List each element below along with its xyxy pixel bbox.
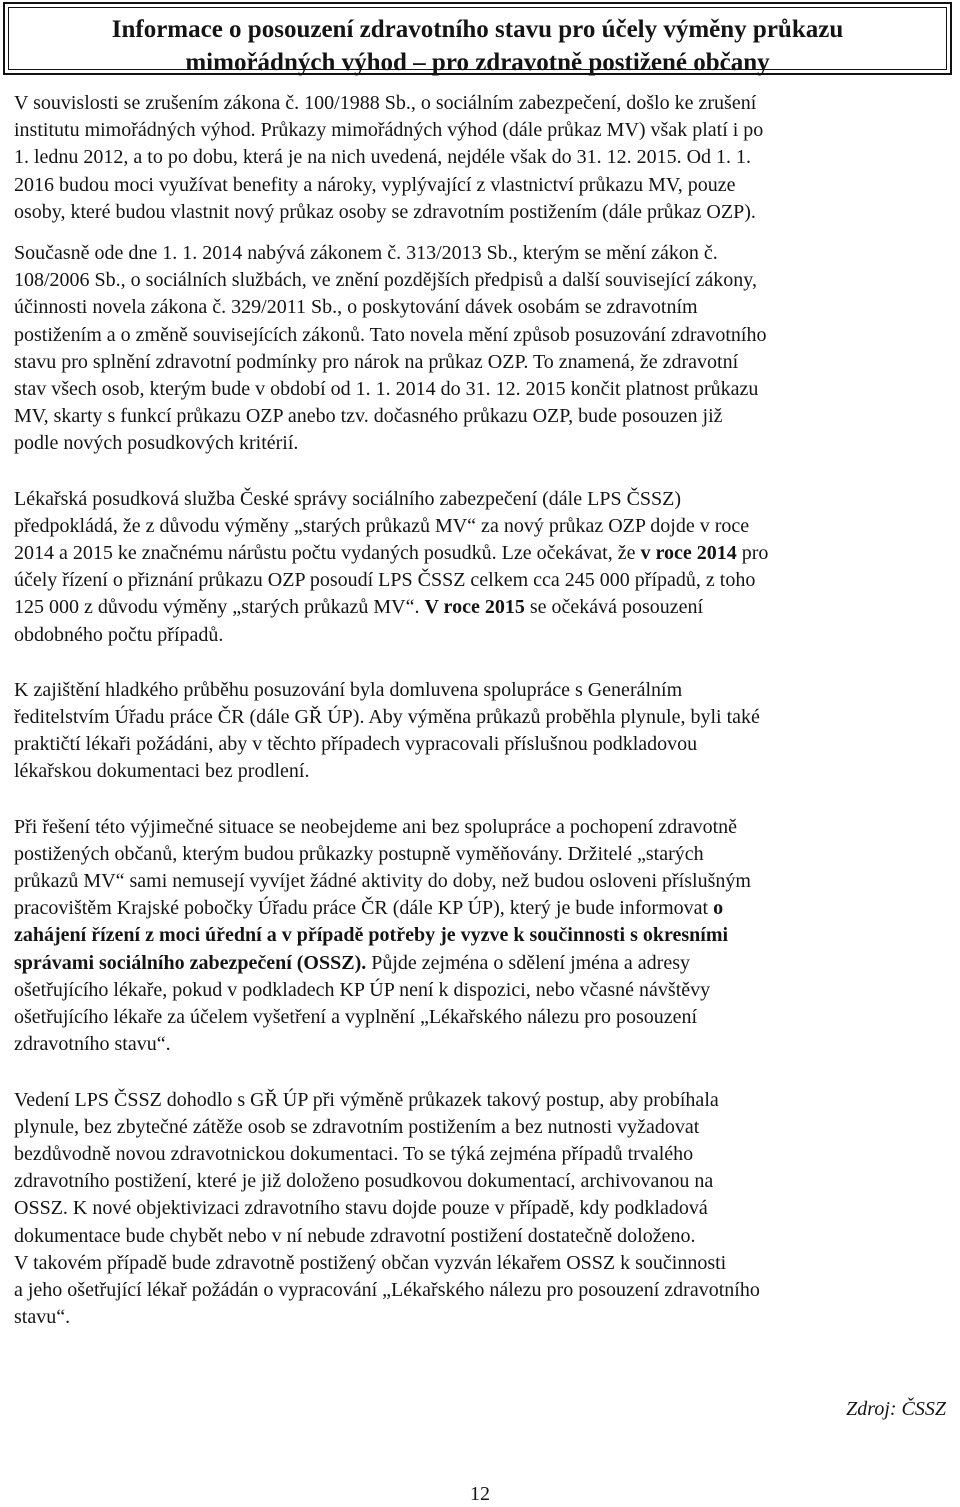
document-body (14, 90, 949, 1331)
text-line: V souvislosti se zrušením zákona č. 100/1988 Sb., o sociálním zabezpečení, došlo ke zrušení (14, 92, 757, 114)
text-line: stavu“. (14, 1306, 71, 1329)
text-line (14, 895, 949, 922)
text-fragment: pro (736, 542, 769, 565)
text-line: 2016 budou moci využívat benefity a nároky, vyplývající z vlastnictví průkazu MV, pouze (14, 173, 736, 196)
title-line: mimořádných výhod – pro zdravotně postižené občany (185, 49, 770, 76)
text-line: zdravotního stavu“. (14, 1033, 171, 1056)
text-line: obdobného počtu případů. (14, 623, 224, 646)
paragraph-5 (14, 814, 949, 1059)
text-line: stavu pro splnění zdravotní podmínky pro nárok na průkaz OZP. To znamená, že zdravotní (14, 350, 739, 373)
bold-fragment: v roce 2014 (640, 542, 737, 565)
text-line: plynule, bez zbytečné zátěže osob se zdravotním postižením a bez nutnosti vyžadovat (14, 1115, 700, 1138)
text-line: ošetřujícího lékaře za účelem vyšetření a vyplnění „Lékařského nálezu pro posouzení (14, 1006, 698, 1029)
title-line: Informace o posouzení zdravotního stavu pro účely výměny průkazu (111, 16, 844, 43)
bold-fragment: o (713, 897, 724, 920)
text-line: Lékařská posudková služba České správy sociálního zabezpečení (dále LPS ČSSZ) (14, 487, 682, 510)
bold-fragment: V roce 2015 (424, 596, 525, 619)
text-line: 108/2006 Sb., o sociálních službách, ve znění pozdějších předpisů a další související zákony, (14, 269, 757, 292)
text-line: OSSZ. K nové objektivizaci zdravotního stavu dojde pouze v případě, kdy podkladová (14, 1197, 708, 1220)
text-line: 1. lednu 2012, a to po dobu, která je na nich uvedená, nejdéle však do 31. 12. 2015. Od 1. 1. (14, 146, 752, 169)
text-line: a jeho ošetřující lékař požádán o vypracování „Lékařského nálezu pro posouzení zdravotního (14, 1278, 760, 1301)
page-number: 12 (470, 1483, 490, 1505)
text-line: Při řešení této výjimečné situace se neobejdeme ani bez spolupráce a pochopení zdravotně (14, 815, 738, 838)
text-line: institutu mimořádných výhod. Průkazy mimořádných výhod (dále průkaz MV) však platí i po (14, 119, 764, 142)
bold-fragment: správami sociálního zabezpečení (OSSZ). (14, 951, 367, 974)
text-line: účinnosti novela zákona č. 329/2011 Sb., o poskytování dávek osobám se zdravotním (14, 296, 698, 319)
text-line: účely řízení o přiznání průkazu OZP posoudí LPS ČSSZ celkem cca 245 000 případů, z toho (14, 569, 756, 592)
text-fragment: Půjde zejména o sdělení jména a adresy (366, 951, 691, 974)
text-line: lékařskou dokumentaci bez prodlení. (14, 760, 310, 783)
text-line: dokumentace bude chybět nebo v ní nebude zdravotní postižení dostatečně doloženo. (14, 1224, 696, 1247)
text-line: průkazů MV“ sami nemusejí vyvíjet žádné aktivity do doby, než budou osloveni příslušným (14, 870, 751, 893)
text-line: postižených občanů, kterým budou průkazky postupně vyměňovány. Držitelé „starých (14, 842, 704, 865)
paragraph-4 (14, 677, 949, 786)
text-line (14, 540, 949, 567)
bold-line: zahájení řízení z moci úřední a v případě potřeby je vyzve k součinnosti s okresními (14, 924, 729, 947)
paragraph-2 (14, 240, 949, 458)
text-line: V takovém případě bude zdravotně postižený občan vyzván lékařem OSSZ k součinnosti (14, 1251, 727, 1274)
text-line: Současně ode dne 1. 1. 2014 nabývá zákonem č. 313/2013 Sb., kterým se mění zákon č. (14, 242, 718, 265)
text-line: podle nových posudkových kritérií. (14, 432, 299, 455)
text-line: ošetřujícího lékaře, pokud v podkladech KP ÚP není k dispozici, nebo včasné návštěvy (14, 978, 711, 1001)
text-line (14, 950, 949, 977)
text-line: ředitelstvím Úřadu práce ČR (dále GŘ ÚP). Aby výměna průkazů proběhla plynule, byli také (14, 706, 760, 729)
text-fragment: 125 000 z důvodu výměny „starých průkazů MV“. (14, 596, 425, 619)
paragraph-1 (14, 90, 949, 226)
text-line: postižením a o změně souvisejících zákonů. Tato novela mění způsob posuzování zdravotního (14, 323, 767, 346)
text-line (14, 594, 949, 621)
source-note: Zdroj: ČSSZ (846, 1398, 946, 1420)
text-line: stav všech osob, kterým bude v období od 1. 1. 2014 do 31. 12. 2015 končit platnost průkazu (14, 378, 759, 401)
text-line: osoby, které budou vlastnit nový průkaz osoby se zdravotním postižením (dále průkaz OZP). (14, 200, 756, 223)
paragraph-3 (14, 486, 949, 649)
document-title (5, 13, 950, 79)
text-line: zdravotního postižení, které je již doloženo posudkovou dokumentací, archivovanou na (14, 1170, 714, 1193)
text-fragment: 2014 a 2015 ke značnému nárůstu počtu vydaných posudků. Lze očekávat, že (14, 542, 641, 565)
text-line: předpokládá, že z důvodu výměny „starých průkazů MV“ za nový průkaz OZP dojde v roce (14, 514, 750, 537)
title-box (3, 2, 952, 75)
text-fragment: se očekává posouzení (524, 596, 704, 619)
text-line: K zajištění hladkého průběhu posuzování byla domluvena spolupráce s Generálním (14, 678, 683, 701)
text-line: bezdůvodně novou zdravotnickou dokumentaci. To se týká zejména případů trvalého (14, 1142, 694, 1165)
text-line: praktičtí lékaři požádáni, aby v těchto případech vypracovali příslušnou podkladovou (14, 733, 698, 756)
paragraph-6 (14, 1087, 949, 1332)
text-line: Vedení LPS ČSSZ dohodlo s GŘ ÚP při výměně průkazek takový postup, aby probíhala (14, 1088, 719, 1111)
text-fragment: pracovištěm Krajské pobočky Úřadu práce ČR (dále KP ÚP), který je bude informovat (14, 897, 714, 920)
text-line: MV, skarty s funkcí průkazu OZP anebo tzv. dočasného průkazu OZP, bude posouzen již (14, 405, 723, 428)
